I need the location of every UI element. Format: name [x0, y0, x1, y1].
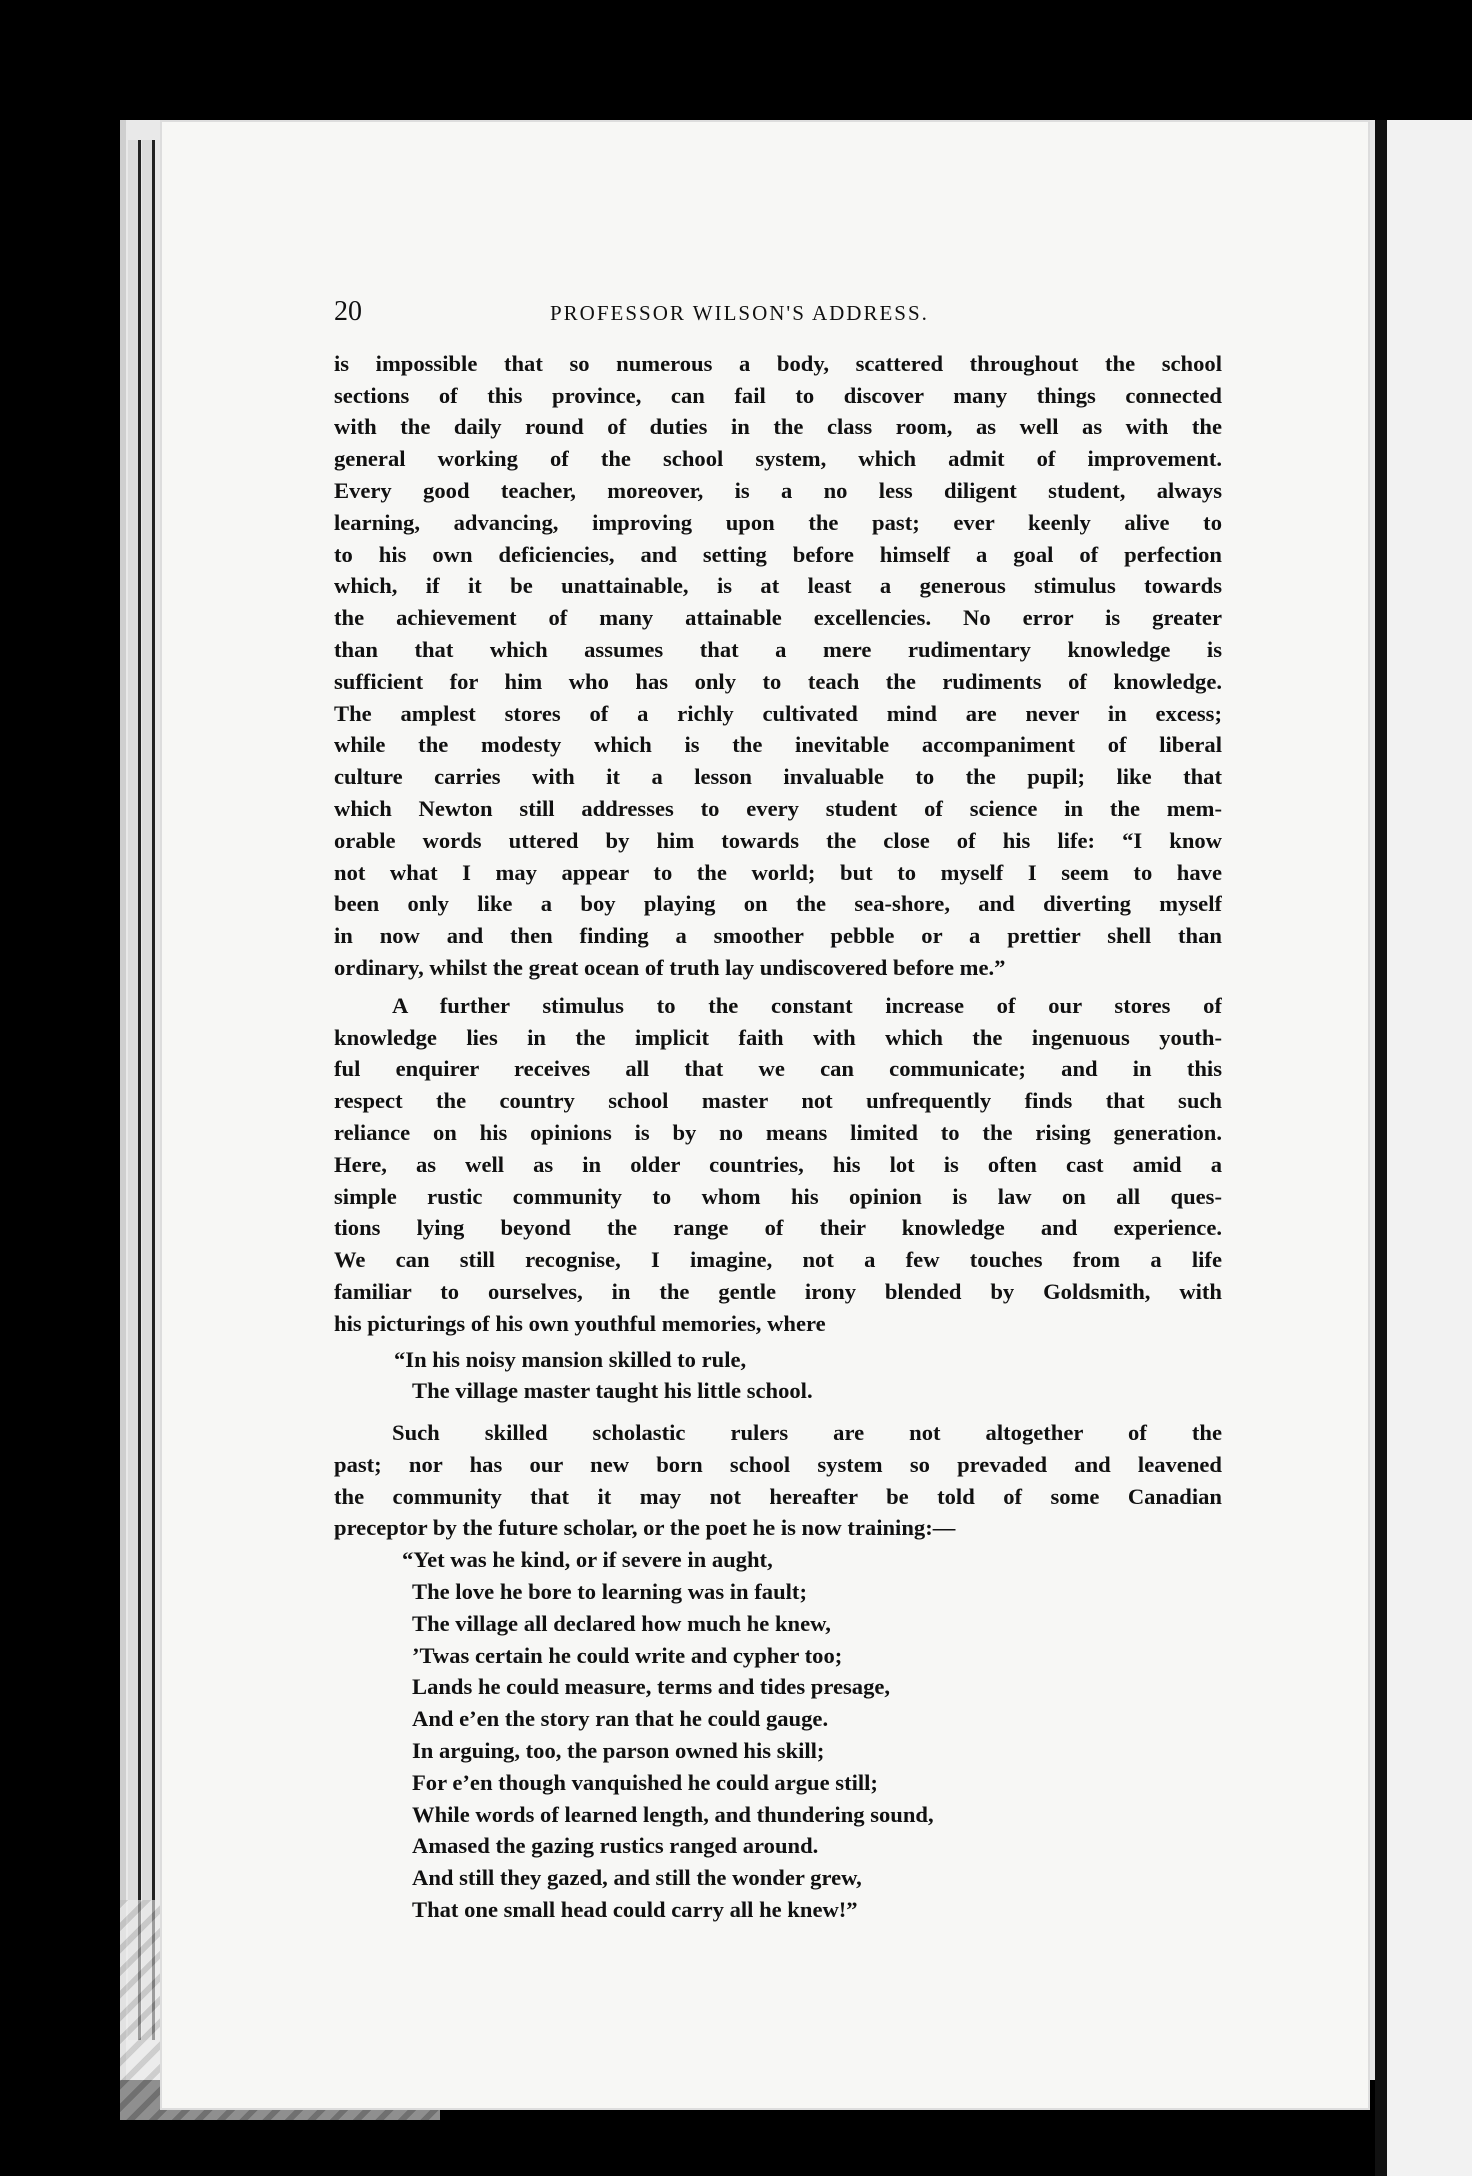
text-line: respect the country school master not unfrequently finds that such [334, 1088, 1222, 1114]
verse-line: “Yet was he kind, or if severe in aught, [402, 1547, 773, 1573]
verse-line: The love he bore to learning was in fault; [412, 1579, 807, 1605]
text-line: sections of this province, can fail to discover many things connected [334, 382, 1222, 408]
text-line: the community that it may not hereafter be told of some Canadian [334, 1483, 1222, 1509]
running-head: PROFESSOR WILSON'S ADDRESS. [550, 301, 929, 325]
text-line: knowledge lies in the implicit faith with which the ingenuous youth- [334, 1024, 1222, 1050]
text-line: The amplest stores of a richly cultivated mind are never in excess; [334, 700, 1222, 726]
page-edge [128, 140, 141, 2040]
verse-line: Lands he could measure, terms and tides presage, [412, 1674, 891, 1700]
paragraph-1 [334, 348, 1222, 984]
text-line: culture carries with it a lesson invaluable to the pupil; like that [334, 764, 1222, 790]
verse-line: ’Twas certain he could write and cypher too; [412, 1642, 843, 1668]
text-line: reliance on his opinions is by no means limited to the rising generation. [334, 1119, 1222, 1145]
text-line: than that which assumes that a mere rudimentary knowledge is [334, 636, 1222, 662]
verse-line: That one small head could carry all he knew!” [412, 1897, 858, 1923]
text-line: past; nor has our new born school system so prevaded and leavened [334, 1451, 1222, 1477]
paragraph-3 [334, 1417, 1222, 1544]
text-line: tions lying beyond the range of their knowledge and experience. [334, 1215, 1222, 1241]
paragraph-2 [334, 990, 1222, 1340]
page-header [334, 296, 1222, 330]
text-line: simple rustic community to whom his opinion is law on all ques- [334, 1183, 1222, 1209]
text-line: orable words uttered by him towards the close of his life: “I know [334, 827, 1222, 853]
page-edge [142, 140, 155, 2040]
verse-line: The village all declared how much he knew, [412, 1610, 831, 1636]
text-line: learning, advancing, improving upon the past; ever keenly alive to [334, 509, 1222, 535]
gutter-shadow [1375, 120, 1387, 2176]
text-line: which Newton still addresses to every student of science in the mem- [334, 795, 1222, 821]
page-number: 20 [334, 296, 362, 327]
text-line: in now and then finding a smoother pebble or a prettier shell than [334, 923, 1222, 949]
text-line: familiar to ourselves, in the gentle irony blended by Goldsmith, with [334, 1278, 1222, 1304]
text-line: general working of the school system, which admit of improvement. [334, 446, 1222, 472]
verse-line: The village master taught his little school. [412, 1378, 813, 1404]
text-line: Such skilled scholastic rulers are not altogether of the [392, 1420, 1222, 1446]
verse-line: And e’en the story ran that he could gauge. [412, 1706, 829, 1732]
text-line: is impossible that so numerous a body, scattered throughout the school [334, 350, 1222, 376]
text-line: the achievement of many attainable excellencies. No error is greater [334, 605, 1222, 631]
text-line: while the modesty which is the inevitable accompaniment of liberal [334, 732, 1222, 758]
text-line: which, if it be unattainable, is at least a generous stimulus towards [334, 573, 1222, 599]
text-line: not what I may appear to the world; but to myself I seem to have [334, 859, 1222, 885]
text-line: to his own deficiencies, and setting before himself a goal of perfection [334, 541, 1222, 567]
text-line: been only like a boy playing on the sea-shore, and diverting myself [334, 891, 1222, 917]
verse-block-1 [334, 1344, 1222, 1408]
text-line: Here, as well as in older countries, his lot is often cast amid a [334, 1151, 1222, 1177]
verse-line: In arguing, too, the parson owned his skill; [412, 1738, 825, 1764]
text-line: Every good teacher, moreover, is a no less diligent student, always [334, 477, 1222, 503]
text-line: with the daily round of duties in the class room, as well as with the [334, 414, 1222, 440]
text-line: sufficient for him who has only to teach the rudiments of knowledge. [334, 668, 1222, 694]
text-line: preceptor by the future scholar, or the poet he is now training:— [334, 1515, 956, 1541]
text-line: We can still recognise, I imagine, not a few touches from a life [334, 1247, 1222, 1273]
text-line: his picturings of his own youthful memories, where [334, 1310, 826, 1336]
text-line: A further stimulus to the constant increase of our stores of [392, 992, 1222, 1018]
text-line: ful enquirer receives all that we can communicate; and in this [334, 1056, 1222, 1082]
verse-line: For e’en though vanquished he could argue still; [412, 1769, 878, 1795]
verse-block-2 [334, 1544, 1222, 1926]
text-line: ordinary, whilst the great ocean of truth lay undiscovered before me.” [334, 954, 1006, 980]
verse-line: “In his noisy mansion skilled to rule, [394, 1346, 747, 1372]
verse-line: While words of learned length, and thundering sound, [412, 1801, 934, 1827]
verse-line: And still they gazed, and still the wonder grew, [412, 1865, 862, 1891]
page-content [334, 296, 1222, 1926]
verse-line: Amased the gazing rustics ranged around. [412, 1833, 819, 1859]
facing-page-strip [1375, 120, 1472, 2176]
